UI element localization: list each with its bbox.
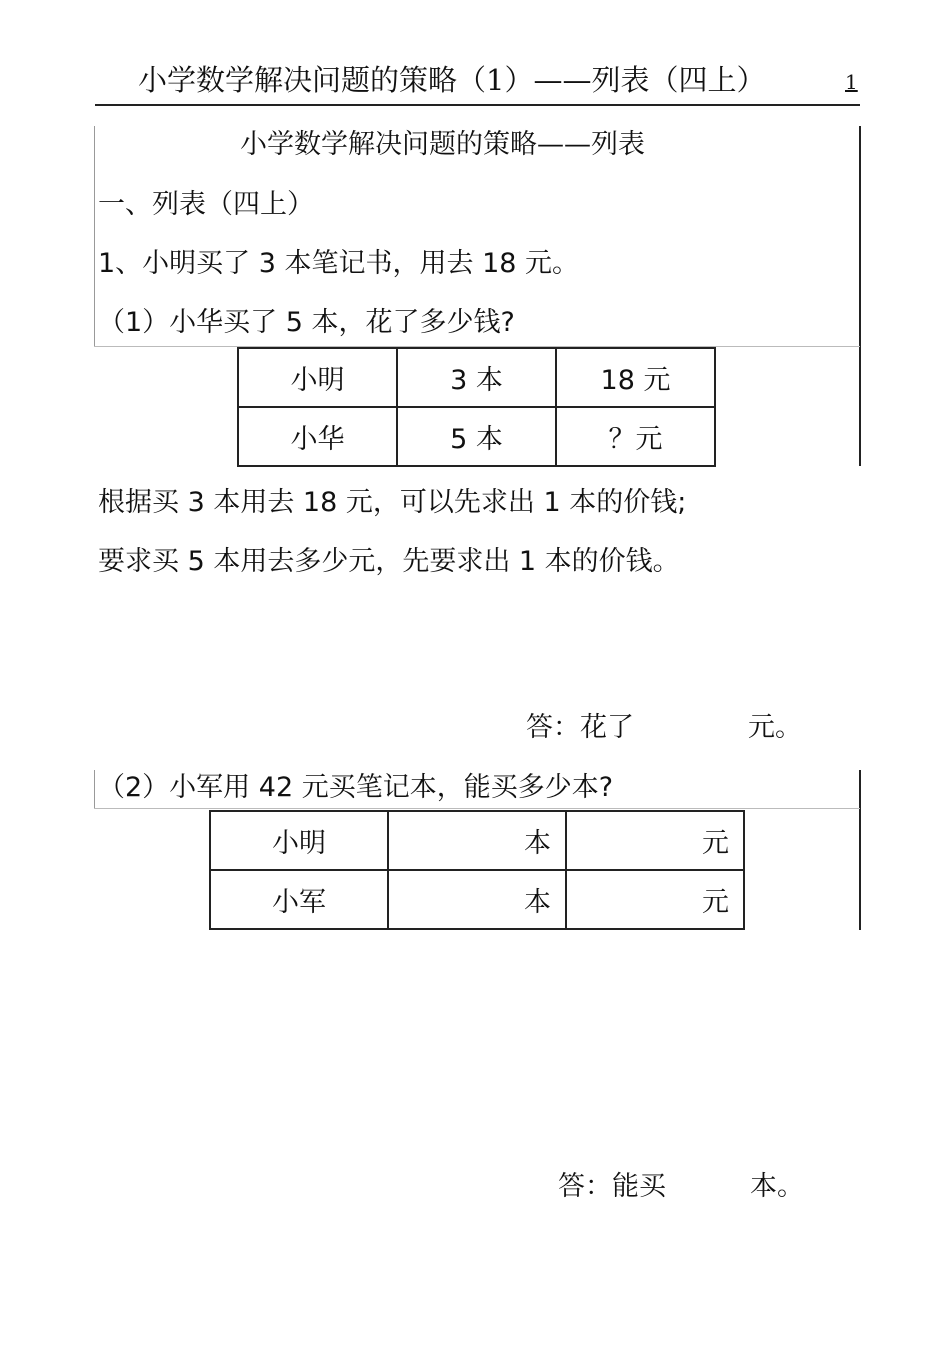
table-row [210, 870, 744, 929]
table-cell: 18 元 [556, 348, 715, 407]
question-2: （2）小军用 42 元买笔记本，能买多少本? [98, 772, 614, 803]
header-rule [95, 104, 860, 106]
page-header-title: 小学数学解决问题的策略（1）——列表（四上） [138, 63, 766, 97]
answer-1-prefix: 答：花了 [526, 712, 634, 743]
doc-title: 小学数学解决问题的策略——列表 [240, 129, 645, 160]
answer-2-suffix: 本。 [750, 1171, 804, 1202]
explanation-line-1: 根据买 3 本用去 18 元，可以先求出 1 本的价钱; [98, 487, 687, 518]
table-row [238, 348, 715, 407]
frame-left-line [94, 126, 95, 346]
question-1: （1）小华买了 5 本，花了多少钱? [98, 307, 515, 338]
answer-1-suffix: 元。 [748, 712, 802, 743]
table-cell: 元 [566, 870, 744, 929]
table-cell: 小军 [210, 870, 388, 929]
table-cell: 5 本 [397, 407, 556, 466]
page-number: 1 [845, 70, 858, 94]
table-cell: 小明 [210, 811, 388, 870]
table-row [238, 407, 715, 466]
problem-1: 1、小明买了 3 本笔记书，用去 18 元。 [98, 248, 580, 279]
table-cell: 3 本 [397, 348, 556, 407]
frame-bottom-line-2 [94, 808, 860, 809]
table-cell: 本 [388, 811, 566, 870]
table-cell: 小华 [238, 407, 397, 466]
table-cell: ？元 [556, 407, 715, 466]
answer-2-prefix: 答：能买 [558, 1171, 666, 1202]
table-cell: 本 [388, 870, 566, 929]
explanation-line-2: 要求买 5 本用去多少元，先要求出 1 本的价钱。 [98, 546, 680, 577]
table-2 [209, 810, 745, 930]
frame-left-line-2 [94, 770, 95, 808]
table-cell: 小明 [238, 348, 397, 407]
table-cell: 元 [566, 811, 744, 870]
section-heading: 一、列表（四上） [98, 189, 314, 220]
table-1 [237, 347, 716, 467]
frame-right-line-2 [859, 770, 861, 930]
frame-right-line [859, 126, 861, 466]
table-row [210, 811, 744, 870]
